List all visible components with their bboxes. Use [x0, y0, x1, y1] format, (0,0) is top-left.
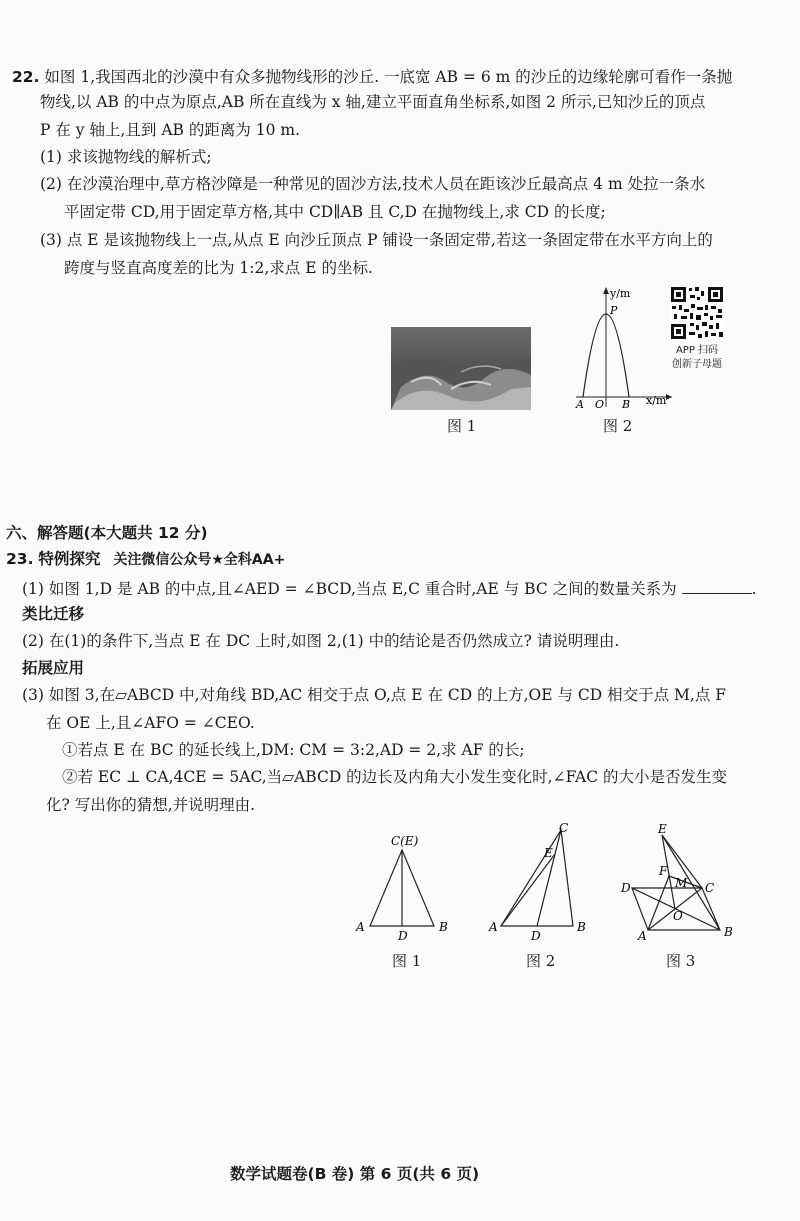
q22-part3a: (3) 点 E 是该抛物线上一点,从点 E 向沙丘顶点 P 铺设一条固定带,若这一条固定带在水平方向上的 [40, 231, 713, 249]
q22-line3: P 在 y 轴上,且到 AB 的距离为 10 m. [40, 121, 301, 139]
q22-number: 22. [12, 68, 40, 86]
q22-line1 [12, 66, 732, 88]
q23-part1-text: (1) 如图 1,D 是 AB 的中点,且∠AED = ∠BCD,当点 E,C 重合时,AE 与 BC 之间的数量关系为 [22, 580, 677, 598]
q23-fig2-C-label: C [559, 821, 569, 835]
q23-part3b: 在 OE 上,且∠AFO = ∠CEO. [46, 714, 255, 732]
q23-number: 23. [6, 550, 34, 568]
q23-part2: (2) 在(1)的条件下,当点 E 在 DC 上时,如图 2,(1) 中的结论是否仍然成立? 请说明理由. [22, 632, 620, 650]
q23-fig2-B-label: B [577, 920, 586, 934]
q22-fig1-caption: 图 1 [447, 417, 477, 435]
q23-fig1-diagram [350, 830, 462, 945]
q23-fig2-E-label: E [544, 846, 553, 860]
q23-fig1-caption: 图 1 [392, 952, 422, 970]
q23-fig3-B-label: B [724, 925, 733, 939]
q23-part3a: (3) 如图 3,在▱ABCD 中,对角线 BD,AC 相交于点 O,点 E 在 CD 的上方,OE 与 CD 相交于点 M,点 F [22, 686, 727, 704]
q22-part1: (1) 求该抛物线的解析式; [40, 148, 212, 166]
q23-fig1-A-label: A [356, 920, 365, 934]
q23-part3d: ②若 EC ⊥ CA,4CE = 5AC,当▱ABCD 的边长及内角大小发生变化时,∠FAC 的大小是否发生变 [62, 768, 727, 786]
fig2-y-label: y/m [610, 287, 631, 300]
fig2-O-label: O [595, 398, 605, 411]
q23-part1 [22, 578, 757, 600]
q23-fig3-C-label: C [705, 881, 715, 895]
q23-title-line [6, 548, 285, 571]
q22-part2a: (2) 在沙漠治理中,草方格沙障是一种常见的固沙方法,技术人员在距该沙丘最高点 4 m 处拉一条水 [40, 175, 706, 193]
q23-fig3-F-label: F [659, 864, 668, 878]
q23-fig2-A-label: A [489, 920, 498, 934]
q23-fig3-M-label: M [675, 876, 688, 890]
q23-part3e: 化? 写出你的猜想,并说明理由. [46, 796, 256, 814]
q23-subheading2: 类比迁移 [22, 605, 85, 623]
q22-fig2-caption: 图 2 [603, 417, 633, 435]
qr-caption [662, 344, 732, 372]
q23-fig1-D-label: D [398, 929, 408, 943]
q23-fig3-O-label: O [673, 909, 683, 923]
q22-line2: 物线,以 AB 的中点为原点,AB 所在直线为 x 轴,建立平面直角坐标系,如图 2 所示,已知沙丘的顶点 [40, 93, 706, 111]
qr-caption-line1: APP 扫码 [675, 345, 719, 356]
fig2-A-label: A [576, 398, 584, 411]
qr-caption-line2: 创新子母题 [672, 359, 722, 370]
section6-heading: 六、解答题(本大题共 12 分) [6, 524, 208, 542]
q23-note: 关注微信公众号★全科AA+ [113, 552, 286, 568]
q23-subheading3: 拓展应用 [22, 659, 85, 677]
q23-title: 特例探究 [38, 550, 101, 568]
q23-fig1-B-label: B [439, 920, 448, 934]
qr-code-icon [669, 285, 725, 341]
page-footer: 数学试题卷(B 卷) 第 6 页(共 6 页) [230, 1165, 480, 1183]
q22-part3b: 跨度与竖直高度差的比为 1:2,求点 E 的坐标. [64, 259, 373, 277]
q23-answer-blank [682, 579, 752, 594]
q22-fig1-photo [391, 327, 531, 410]
q23-fig3-A-label: A [638, 929, 647, 943]
fig2-B-label: B [622, 398, 631, 411]
q23-fig2-diagram [484, 818, 596, 945]
q23-fig1-CE-label: C(E) [391, 834, 419, 848]
q23-fig3-diagram [618, 818, 742, 945]
q22-text1: 如图 1,我国西北的沙漠中有众多抛物线形的沙丘. 一底宽 AB = 6 m 的沙丘的边缘轮廓可看作一条抛 [44, 68, 733, 86]
q23-fig2-caption: 图 2 [526, 952, 556, 970]
q23-part3c: ①若点 E 在 BC 的延长线上,DM: CM = 3:2,AD = 2,求 AF 的长; [62, 741, 525, 759]
fig2-x-label: x/m [646, 394, 667, 407]
q23-fig3-E-label: E [658, 822, 667, 836]
q23-fig2-D-label: D [531, 929, 541, 943]
fig2-P-label: P [610, 304, 618, 317]
q23-fig3-caption: 图 3 [666, 952, 696, 970]
q22-part2b: 平固定带 CD,用于固定草方格,其中 CD∥AB 且 C,D 在抛物线上,求 CD 的长度; [64, 203, 606, 221]
q23-part1-end: . [751, 580, 757, 598]
q23-fig3-D-label: D [621, 881, 631, 895]
